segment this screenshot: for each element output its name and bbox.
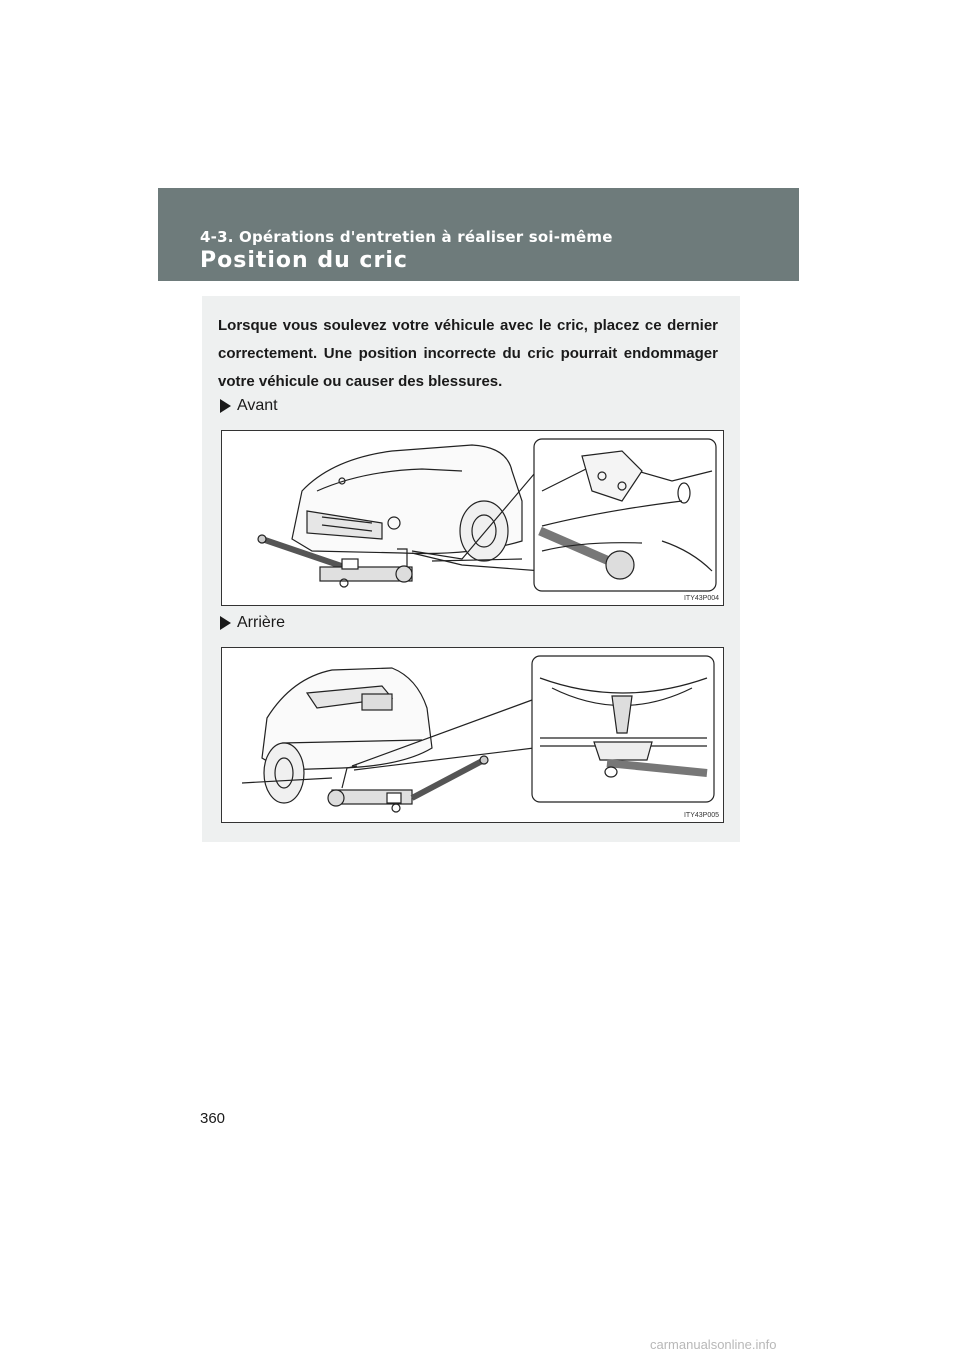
subsection-label-rear — [220, 614, 285, 632]
rear-figure-code: ITY43P005 — [683, 812, 719, 819]
page-title: Position du cric — [200, 248, 408, 273]
rear-label: Arrière — [237, 614, 286, 631]
section-header — [158, 188, 799, 281]
content-panel — [202, 296, 740, 842]
rear-jack-illustration — [221, 647, 724, 823]
front-figure-code: ITY43P004 — [683, 595, 719, 602]
watermark-text: carmanualsonline.info — [650, 1337, 777, 1352]
rear-car-jack-drawing — [222, 648, 723, 822]
front-car-jack-drawing — [222, 431, 723, 605]
intro-paragraph: Lorsque vous soulevez votre véhicule avec le cric, placez ce dernier correctement. Une position incorrecte du cric pourrait endommager votre véhicule ou causer des blessures. — [218, 317, 718, 390]
section-title: 4-3. Opérations d'entretien à réaliser soi-même — [200, 228, 613, 246]
front-label: Avant — [237, 397, 278, 414]
triangle-bullet-icon — [220, 399, 231, 413]
triangle-bullet-icon — [220, 616, 231, 630]
page-number: 360 — [200, 1110, 226, 1127]
subsection-label-front — [220, 397, 278, 415]
front-jack-illustration — [221, 430, 724, 606]
